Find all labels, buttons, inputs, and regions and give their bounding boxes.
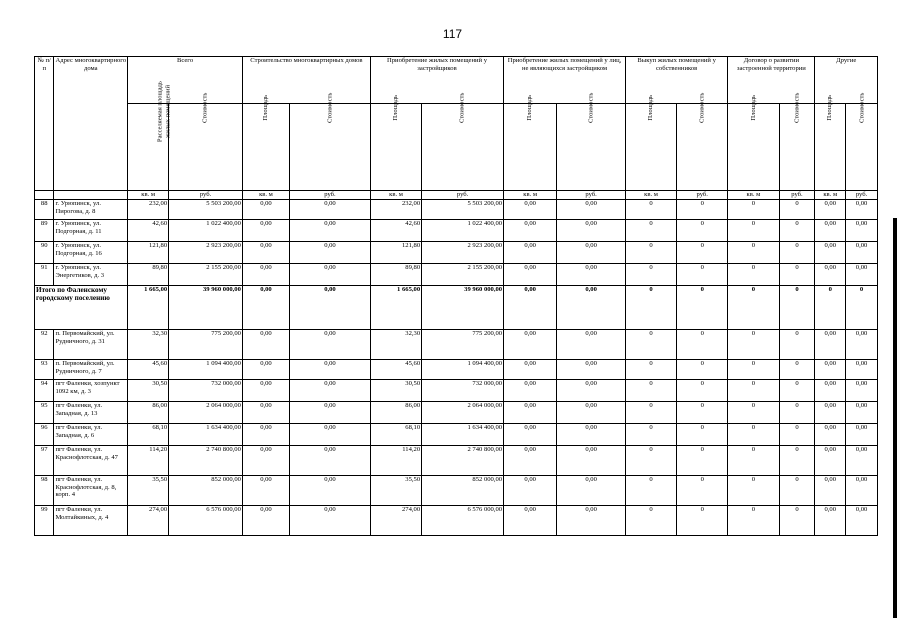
table-cell: 39 960 000,00 bbox=[422, 286, 504, 330]
unit-cell: кв. м bbox=[625, 191, 676, 200]
table-cell: 35,50 bbox=[370, 476, 421, 506]
unit-cell: кв. м bbox=[728, 191, 779, 200]
header-sub-cost: Стоимость bbox=[779, 104, 815, 191]
table-cell: 0,00 bbox=[557, 242, 626, 264]
table-cell: 30,50 bbox=[370, 380, 421, 402]
table-cell: 2 740 800,00 bbox=[169, 446, 243, 476]
table-cell: 0,00 bbox=[815, 220, 846, 242]
table-cell: 0 bbox=[625, 242, 676, 264]
table-cell: 114,20 bbox=[128, 446, 169, 476]
table-cell: 0 bbox=[677, 264, 728, 286]
table-row bbox=[35, 220, 878, 242]
table-cell: 0 bbox=[728, 402, 779, 424]
table-cell: 0 bbox=[677, 200, 728, 220]
table-cell: 42,60 bbox=[370, 220, 421, 242]
row-number: 98 bbox=[35, 476, 54, 506]
table-cell: 0,00 bbox=[504, 264, 557, 286]
table-cell: 45,60 bbox=[370, 360, 421, 380]
table-cell: 0 bbox=[779, 330, 815, 360]
table-cell: 0 bbox=[815, 286, 846, 330]
page-number: 117 bbox=[442, 27, 463, 41]
table-cell: 89,80 bbox=[370, 264, 421, 286]
table-cell: 0,00 bbox=[846, 380, 878, 402]
unit-blank bbox=[35, 191, 54, 200]
table-cell: 0 bbox=[846, 286, 878, 330]
table-row bbox=[35, 506, 878, 536]
table-cell: 775 200,00 bbox=[422, 330, 504, 360]
table-cell: 0 bbox=[728, 380, 779, 402]
table-cell: 0,00 bbox=[815, 380, 846, 402]
header-group-purchase-developers: Приобретение жилых помещений у застройщиков bbox=[370, 57, 503, 104]
table-cell: 0 bbox=[779, 506, 815, 536]
table-cell: 0,00 bbox=[290, 360, 371, 380]
header-group-construction: Строительство многоквартирных домов bbox=[242, 57, 370, 104]
table-cell: 0 bbox=[728, 330, 779, 360]
table-cell: 0,00 bbox=[290, 200, 371, 220]
table-cell: 232,00 bbox=[128, 200, 169, 220]
row-address: пгт Фаленки, ул. Западная, д. 6 bbox=[54, 424, 128, 446]
table-cell: 0 bbox=[779, 424, 815, 446]
row-number: 95 bbox=[35, 402, 54, 424]
header-sub-cost: Стоимость bbox=[557, 104, 626, 191]
table-cell: 0,00 bbox=[504, 446, 557, 476]
table-cell: 852 000,00 bbox=[169, 476, 243, 506]
table-cell: 0,00 bbox=[504, 380, 557, 402]
table-cell: 1 022 400,00 bbox=[169, 220, 243, 242]
table-cell: 0 bbox=[625, 360, 676, 380]
table-cell: 0 bbox=[625, 264, 676, 286]
table-cell: 0,00 bbox=[846, 402, 878, 424]
row-number: 92 bbox=[35, 330, 54, 360]
table-cell: 39 960 000,00 bbox=[169, 286, 243, 330]
unit-cell: кв. м bbox=[504, 191, 557, 200]
unit-cell: кв. м bbox=[370, 191, 421, 200]
table-cell: 0,00 bbox=[846, 264, 878, 286]
table-cell: 0 bbox=[779, 446, 815, 476]
table-cell: 121,80 bbox=[128, 242, 169, 264]
table-row bbox=[35, 242, 878, 264]
table-cell: 0,00 bbox=[557, 200, 626, 220]
table-cell: 0 bbox=[728, 264, 779, 286]
row-number: 89 bbox=[35, 220, 54, 242]
header-sub-area: Площадь bbox=[728, 104, 779, 191]
table-cell: 0,00 bbox=[846, 506, 878, 536]
table-cell: 0,00 bbox=[290, 242, 371, 264]
table-cell: 0,00 bbox=[557, 506, 626, 536]
table-cell: 5 503 200,00 bbox=[422, 200, 504, 220]
table-cell: 852 000,00 bbox=[422, 476, 504, 506]
table-row bbox=[35, 424, 878, 446]
table-cell: 0,00 bbox=[242, 220, 289, 242]
unit-cell: руб. bbox=[169, 191, 243, 200]
table-cell: 0,00 bbox=[290, 380, 371, 402]
table-cell: 0,00 bbox=[846, 330, 878, 360]
row-address: г. Урюпинск, ул. Подгорная, д. 16 bbox=[54, 242, 128, 264]
row-number: 90 bbox=[35, 242, 54, 264]
table-cell: 0 bbox=[728, 446, 779, 476]
table-cell: 0,00 bbox=[242, 360, 289, 380]
table-cell: 0,00 bbox=[557, 476, 626, 506]
unit-cell: руб. bbox=[846, 191, 878, 200]
table-cell: 0 bbox=[625, 200, 676, 220]
header-sub-area: Расселяемая площадь жилых помещений bbox=[128, 104, 169, 191]
table-cell: 0,00 bbox=[557, 380, 626, 402]
table-cell: 0,00 bbox=[504, 220, 557, 242]
table-cell: 0,00 bbox=[242, 286, 289, 330]
row-address: пгт Фаленки, ул. Краснофлотская, д. 47 bbox=[54, 446, 128, 476]
table-cell: 0,00 bbox=[504, 402, 557, 424]
table-cell: 0 bbox=[625, 220, 676, 242]
table-cell: 0,00 bbox=[815, 506, 846, 536]
table-cell: 0 bbox=[625, 506, 676, 536]
table-cell: 0,00 bbox=[290, 402, 371, 424]
table-cell: 775 200,00 bbox=[169, 330, 243, 360]
table-cell: 1 665,00 bbox=[128, 286, 169, 330]
table-cell: 0,00 bbox=[557, 446, 626, 476]
table-cell: 0 bbox=[779, 476, 815, 506]
table-cell: 0 bbox=[779, 220, 815, 242]
table-cell: 0,00 bbox=[504, 476, 557, 506]
header-sub-cost: Стоимость bbox=[422, 104, 504, 191]
table-cell: 0 bbox=[677, 424, 728, 446]
table-cell: 0 bbox=[677, 242, 728, 264]
table-cell: 68,10 bbox=[370, 424, 421, 446]
table-cell: 0,00 bbox=[815, 424, 846, 446]
table-row bbox=[35, 264, 878, 286]
table-row bbox=[35, 446, 878, 476]
table-cell: 0,00 bbox=[557, 360, 626, 380]
row-number: 97 bbox=[35, 446, 54, 476]
table-cell: 2 064 000,00 bbox=[422, 402, 504, 424]
header-sub-area: Площадь bbox=[625, 104, 676, 191]
table-cell: 0 bbox=[677, 360, 728, 380]
table-cell: 35,50 bbox=[128, 476, 169, 506]
table-cell: 0 bbox=[779, 242, 815, 264]
table-cell: 0 bbox=[625, 286, 676, 330]
table-cell: 0,00 bbox=[846, 200, 878, 220]
table-cell: 86,00 bbox=[128, 402, 169, 424]
table-cell: 0,00 bbox=[557, 286, 626, 330]
table-row bbox=[35, 200, 878, 220]
table-cell: 0 bbox=[779, 264, 815, 286]
table-cell: 0,00 bbox=[815, 330, 846, 360]
row-address: пгт Фаленки, хозпункт 1092 км, д. 3 bbox=[54, 380, 128, 402]
table-cell: 274,00 bbox=[370, 506, 421, 536]
table-cell: 2 155 200,00 bbox=[169, 264, 243, 286]
table-cell: 114,20 bbox=[370, 446, 421, 476]
table-cell: 0,00 bbox=[815, 264, 846, 286]
unit-cell: руб. bbox=[779, 191, 815, 200]
table-cell: 0,00 bbox=[846, 424, 878, 446]
header-group-development-contract: Договор о развитии застроенной территории bbox=[728, 57, 815, 104]
table-cell: 0,00 bbox=[557, 402, 626, 424]
table-cell: 0 bbox=[779, 402, 815, 424]
table-cell: 0 bbox=[677, 402, 728, 424]
header-sub-area: Площадь bbox=[815, 104, 846, 191]
table-cell: 0,00 bbox=[242, 242, 289, 264]
header-sub-area: Площадь bbox=[370, 104, 421, 191]
unit-cell: руб. bbox=[290, 191, 371, 200]
margin-rule bbox=[893, 218, 897, 618]
table-cell: 68,10 bbox=[128, 424, 169, 446]
table-cell: 0,00 bbox=[242, 330, 289, 360]
table-cell: 0 bbox=[677, 220, 728, 242]
table-cell: 0,00 bbox=[242, 264, 289, 286]
table-cell: 32,30 bbox=[128, 330, 169, 360]
table-cell: 0 bbox=[728, 506, 779, 536]
table-cell: 1 094 400,00 bbox=[169, 360, 243, 380]
table-cell: 0,00 bbox=[557, 264, 626, 286]
table-cell: 0,00 bbox=[815, 402, 846, 424]
header-row-units bbox=[35, 191, 878, 200]
table-cell: 2 923 200,00 bbox=[169, 242, 243, 264]
table-cell: 0,00 bbox=[242, 380, 289, 402]
table-cell: 0,00 bbox=[815, 476, 846, 506]
table-cell: 1 665,00 bbox=[370, 286, 421, 330]
table-cell: 0,00 bbox=[290, 424, 371, 446]
table-cell: 0,00 bbox=[290, 330, 371, 360]
table-cell: 0,00 bbox=[290, 264, 371, 286]
table-cell: 30,50 bbox=[128, 380, 169, 402]
table-cell: 6 576 000,00 bbox=[422, 506, 504, 536]
row-number: 99 bbox=[35, 506, 54, 536]
row-address: п. Первомайский, ул. Рудничного, д. 31 bbox=[54, 330, 128, 360]
resettlement-register-table bbox=[34, 56, 878, 536]
table-cell: 0 bbox=[728, 242, 779, 264]
row-number: 94 bbox=[35, 380, 54, 402]
table-cell: 0,00 bbox=[846, 446, 878, 476]
header-row-sub bbox=[35, 104, 878, 191]
table-cell: 732 000,00 bbox=[422, 380, 504, 402]
table-cell: 0 bbox=[779, 380, 815, 402]
row-address: г. Урюпинск, ул. Подгорная, д. 11 bbox=[54, 220, 128, 242]
table-cell: 0,00 bbox=[290, 446, 371, 476]
table-cell: 0 bbox=[728, 200, 779, 220]
row-address: пгт Фаленки, ул. Молтайкиных, д. 4 bbox=[54, 506, 128, 536]
table-cell: 86,00 bbox=[370, 402, 421, 424]
table-row bbox=[35, 360, 878, 380]
table-cell: 0,00 bbox=[504, 286, 557, 330]
table-row bbox=[35, 380, 878, 402]
table-cell: 0 bbox=[625, 424, 676, 446]
table-cell: 0,00 bbox=[815, 446, 846, 476]
header-sub-cost: Стоимость bbox=[290, 104, 371, 191]
header-group-other: Другие bbox=[815, 57, 878, 104]
table-cell: 0,00 bbox=[815, 200, 846, 220]
header-sub-area: Площадь bbox=[504, 104, 557, 191]
table-cell: 2 155 200,00 bbox=[422, 264, 504, 286]
unit-cell: руб. bbox=[557, 191, 626, 200]
table-cell: 1 022 400,00 bbox=[422, 220, 504, 242]
table-cell: 0,00 bbox=[504, 506, 557, 536]
table-cell: 0,00 bbox=[242, 424, 289, 446]
table-cell: 0,00 bbox=[242, 476, 289, 506]
table-cell: 232,00 bbox=[370, 200, 421, 220]
table-cell: 1 634 400,00 bbox=[169, 424, 243, 446]
table-cell: 42,60 bbox=[128, 220, 169, 242]
row-address: г. Урюпинск, ул. Энергетиков, д. 3 bbox=[54, 264, 128, 286]
table-cell: 1 634 400,00 bbox=[422, 424, 504, 446]
row-number: 96 bbox=[35, 424, 54, 446]
row-address: пгт Фаленки, ул. Западная, д. 13 bbox=[54, 402, 128, 424]
table-cell: 0 bbox=[625, 330, 676, 360]
row-number: 88 bbox=[35, 200, 54, 220]
row-address: пгт Фаленки, ул. Краснофлотская, д. 8, корп. 4 bbox=[54, 476, 128, 506]
header-sub-cost: Стоимость bbox=[169, 104, 243, 191]
table-cell: 0 bbox=[728, 220, 779, 242]
table-cell: 0,00 bbox=[557, 330, 626, 360]
table-cell: 0,00 bbox=[846, 360, 878, 380]
table-row bbox=[35, 330, 878, 360]
total-row bbox=[35, 286, 878, 330]
table-cell: 5 503 200,00 bbox=[169, 200, 243, 220]
table-cell: 0 bbox=[625, 446, 676, 476]
table-cell: 0 bbox=[728, 476, 779, 506]
table-cell: 0,00 bbox=[815, 360, 846, 380]
header-sub-cost: Стоимость bbox=[846, 104, 878, 191]
table-cell: 0,00 bbox=[504, 200, 557, 220]
table-cell: 0,00 bbox=[557, 220, 626, 242]
table-cell: 0,00 bbox=[504, 242, 557, 264]
header-sub-cost: Стоимость bbox=[677, 104, 728, 191]
table-cell: 2 740 800,00 bbox=[422, 446, 504, 476]
table-cell: 121,80 bbox=[370, 242, 421, 264]
table-cell: 0 bbox=[677, 446, 728, 476]
table-cell: 0 bbox=[728, 286, 779, 330]
unit-cell: кв. м bbox=[242, 191, 289, 200]
table-cell: 0,00 bbox=[846, 220, 878, 242]
table-cell: 1 094 400,00 bbox=[422, 360, 504, 380]
table-cell: 2 923 200,00 bbox=[422, 242, 504, 264]
table-cell: 0,00 bbox=[290, 220, 371, 242]
table-cell: 0,00 bbox=[504, 330, 557, 360]
row-number: 91 bbox=[35, 264, 54, 286]
table-cell: 0 bbox=[625, 476, 676, 506]
table-cell: 0,00 bbox=[242, 402, 289, 424]
table-cell: 0 bbox=[625, 402, 676, 424]
table-cell: 0,00 bbox=[290, 476, 371, 506]
table-row bbox=[35, 402, 878, 424]
table-cell: 0 bbox=[677, 380, 728, 402]
table-cell: 274,00 bbox=[128, 506, 169, 536]
table-cell: 0 bbox=[677, 286, 728, 330]
table-cell: 0 bbox=[779, 286, 815, 330]
table-cell: 0 bbox=[779, 200, 815, 220]
row-number: 93 bbox=[35, 360, 54, 380]
table-cell: 0 bbox=[677, 506, 728, 536]
table-cell: 0,00 bbox=[290, 286, 371, 330]
table-cell: 0,00 bbox=[290, 506, 371, 536]
header-group-total: Всего bbox=[128, 57, 243, 104]
table-cell: 0,00 bbox=[242, 446, 289, 476]
table-cell: 0 bbox=[625, 380, 676, 402]
header-group-buyout: Выкуп жилых помещений у собственников bbox=[625, 57, 727, 104]
unit-cell: руб. bbox=[422, 191, 504, 200]
table-cell: 0 bbox=[728, 360, 779, 380]
table-cell: 732 000,00 bbox=[169, 380, 243, 402]
unit-cell: кв. м bbox=[128, 191, 169, 200]
table-cell: 0,00 bbox=[557, 424, 626, 446]
header-group-purchase-non-developers: Приобретение жилых помещений у лиц, не являющихся застройщиком bbox=[504, 57, 626, 104]
header-sub-area: Площадь bbox=[242, 104, 289, 191]
unit-cell: кв. м bbox=[815, 191, 846, 200]
table-cell: 0,00 bbox=[815, 242, 846, 264]
table-cell: 0 bbox=[779, 360, 815, 380]
table-cell: 2 064 000,00 bbox=[169, 402, 243, 424]
row-address: г. Урюпинск, ул. Пирогова, д. 8 bbox=[54, 200, 128, 220]
table-cell: 0 bbox=[677, 476, 728, 506]
table-cell: 0,00 bbox=[846, 242, 878, 264]
table-cell: 32,30 bbox=[370, 330, 421, 360]
unit-cell: руб. bbox=[677, 191, 728, 200]
table-cell: 0,00 bbox=[504, 424, 557, 446]
table-cell: 0 bbox=[728, 424, 779, 446]
table-cell: 45,60 bbox=[128, 360, 169, 380]
table-cell: 0 bbox=[677, 330, 728, 360]
table-row bbox=[35, 476, 878, 506]
row-address: п. Первомайский, ул. Рудничного, д. 7 bbox=[54, 360, 128, 380]
header-address: Адрес многоквартирного дома bbox=[54, 57, 128, 191]
header-num: № п/п bbox=[35, 57, 54, 191]
table-cell: 6 576 000,00 bbox=[169, 506, 243, 536]
table-cell: 89,80 bbox=[128, 264, 169, 286]
table-cell: 0,00 bbox=[242, 200, 289, 220]
table-cell: 0,00 bbox=[504, 360, 557, 380]
unit-blank bbox=[54, 191, 128, 200]
table-cell: 0,00 bbox=[846, 476, 878, 506]
table-cell: 0,00 bbox=[242, 506, 289, 536]
total-label: Итого по Фаленскому городскому поселению bbox=[35, 286, 128, 330]
